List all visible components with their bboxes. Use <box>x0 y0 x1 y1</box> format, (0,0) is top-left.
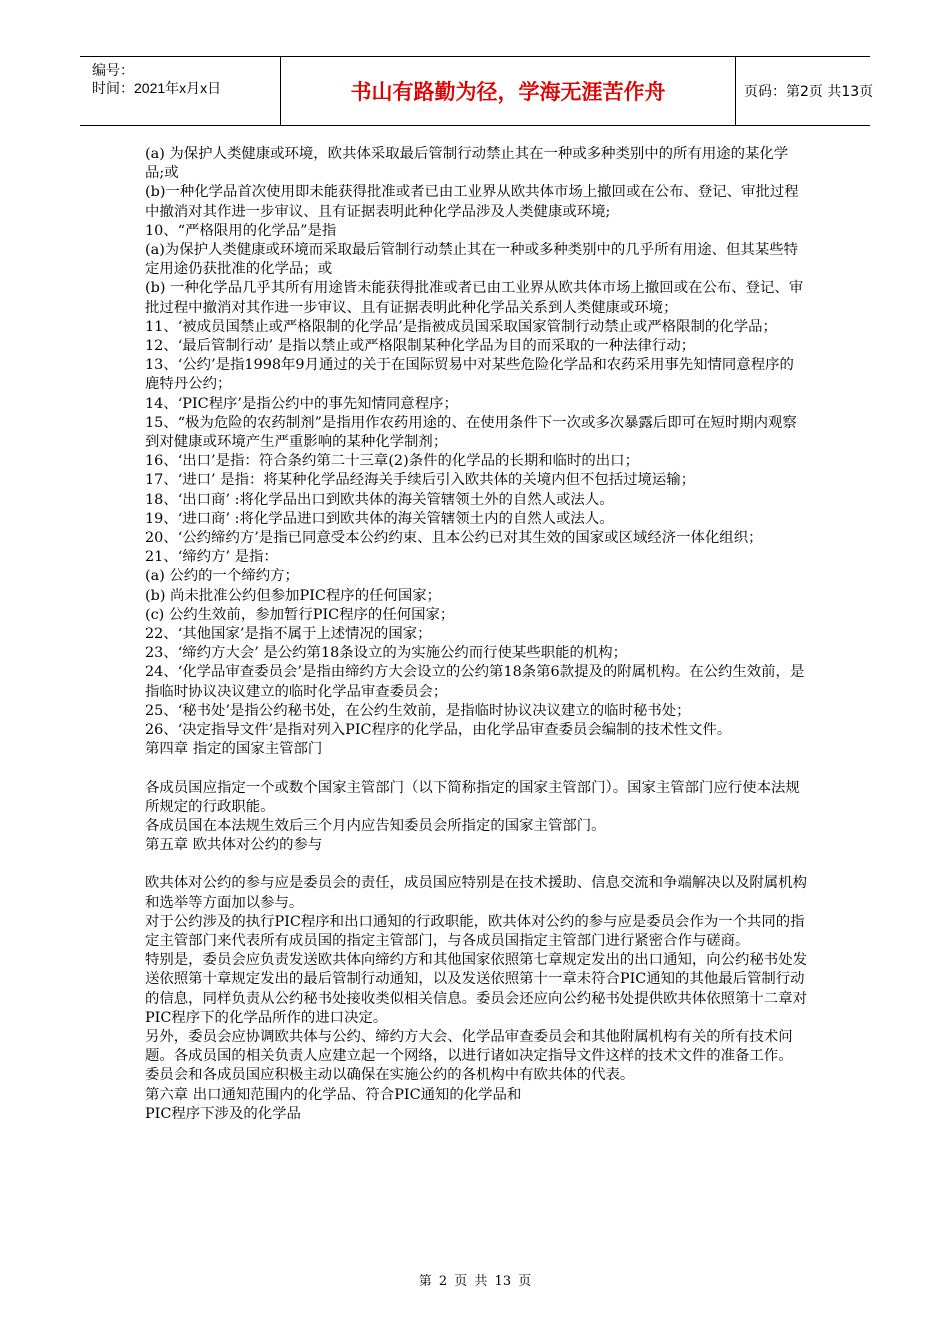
paragraph: 18、‘出口商’ :将化学品出口到欧共体的海关管辖领土外的自然人或法人。 <box>145 491 614 508</box>
paragraph: 10、“严格限用的化学品”是指 <box>145 222 337 239</box>
paragraph: 对于公约涉及的执行PIC程序和出口通知的行政职能，欧共体对公约的参与应是委员会作为一个共同的指定主管部门来代表所有成员国的指定主管部门，与各成员国指定主管部门进行紧密合作与磋商。 <box>145 913 805 949</box>
paragraph: 15、“极为危险的农药制剂”是指用作农药用途的、在使用条件下一次或多次暴露后即可在短时期内观察到对健康或环境产生严重影响的某种化学制剂； <box>145 414 797 451</box>
paragraph: 19、‘进口商’ :将化学品进口到欧共体的海关管辖领土内的自然人或法人。 <box>145 510 614 527</box>
paragraph: 12、‘最后管制行动’ 是指以禁止或严格限制某种化学品为目的而采取的一种法律行动； <box>145 338 696 355</box>
paragraph: 特别是，委员会应负责发送欧共体向缔约方和其他国家依照第七章规定发出的出口通知，向公约秘书处发送依照第十章规定发出的最后管制行动通知，以及发送依照第十一章未符合PIC通知的其他最后管制行动的信息，同样负责从公约秘书处接收类似相关信息。委员会还应向公约秘书处提供欧共体依照第十二章对PIC程序下的化学品所作的进口决定。 <box>145 952 807 1026</box>
page-header <box>80 56 874 126</box>
paragraph: (b) 尚未批准公约但参加PIC程序的任何国家； <box>145 587 442 604</box>
paragraph <box>145 855 807 874</box>
paragraph: PIC程序下涉及的化学品 <box>145 1105 301 1122</box>
paragraph: (a)为保护人类健康或环境而采取最后管制行动禁止其在一种或多种类别中的几乎所有用途、但其某些特定用途仍获批准的化学品；或 <box>145 242 798 278</box>
paragraph: 11、‘被成员国禁止或严格限制的化学品’是指被成员国采取国家管制行动禁止或严格限制的化学品； <box>145 318 777 335</box>
paragraph: (c) 公约生效前，参加暂行PIC程序的任何国家； <box>145 606 455 623</box>
paragraph: (a) 公约的一个缔约方； <box>145 568 299 585</box>
paragraph: 22、‘其他国家’是指不属于上述情况的国家； <box>145 626 432 643</box>
paragraph: 第六章 出口通知范围内的化学品、符合PIC通知的化学品和 <box>145 1086 522 1103</box>
page-footer: 第 2 页 共 13 页 <box>418 1274 532 1289</box>
paragraph: 第四章 指定的国家主管部门 <box>145 741 323 758</box>
paragraph: 23、‘缔约方大会’ 是公约第18条设立的为实施公约而行使某些职能的机构； <box>145 645 628 662</box>
paragraph: (b) 一种化学品几乎其所有用途皆未能获得批准或者已由工业界从欧共体市场上撤回或在公布、登记、审批过程中撤消对其作进一步审议、且有证据表明此种化学品关系到人类健康或环境； <box>145 280 804 316</box>
paragraph: 各成员国在本法规生效后三个月内应告知委员会所指定的国家主管部门。 <box>145 817 606 834</box>
paragraph: 各成员国应指定一个或数个国家主管部门（以下简称指定的国家主管部门）。国家主管部门应行使本法规所规定的行政职能。 <box>145 779 800 815</box>
header-left <box>80 57 280 125</box>
paragraph: 16、‘出口’是指：符合条约第二十三章(2)条件的化学品的长期和临时的出口； <box>145 453 639 470</box>
paragraph: (a) 为保护人类健康或环境，欧共体采取最后管制行动禁止其在一种或多种类别中的所有用途的某化学品;或 <box>145 146 789 182</box>
document-number-label: 编号： <box>92 62 134 78</box>
document-date: 时间：2021年x月x日 <box>92 80 222 96</box>
paragraph: 13、‘公约’是指1998年9月通过的关于在国际贸易中对某些危险化学品和农药采用事先知情同意程序的鹿特丹公约； <box>145 357 794 393</box>
paragraph: 第五章 欧共体对公约的参与 <box>145 837 323 854</box>
paragraph: 另外，委员会应协调欧共体与公约、缔约方大会、化学品审查委员会和其他附属机构有关的所有技术问题。各成员国的相关负责人应建立起一个网络，以进行诸如决定指导文件这样的技术文件的准备工作。 <box>145 1028 793 1065</box>
document-body <box>145 145 807 1124</box>
paragraph: 17、‘进口’ 是指：将某种化学品经海关手续后引入欧共体的关境内但不包括过境运输； <box>145 472 696 489</box>
paragraph: 24、‘化学品审查委员会’是指由缔约方大会设立的公约第18条第6款提及的附属机构。在公约生效前，是指临时协议决议建立的临时化学品审查委员会； <box>145 664 805 700</box>
paragraph: 14、‘PIC程序’是指公约中的事先知情同意程序； <box>145 395 458 412</box>
paragraph: 欧共体对公约的参与应是委员会的责任，成员国应特别是在技术援助、信息交流和争端解决以及附属机构和选举等方面加以参与。 <box>145 875 807 911</box>
paragraph <box>145 760 807 779</box>
paragraph: 26、‘决定指导文件’是指对列入PIC程序的化学品，由化学品审查委员会编制的技术性文件。 <box>145 722 732 739</box>
paragraph: (b)一种化学品首次使用即未能获得批准或者已由工业界从欧共体市场上撤回或在公布、登记、审批过程中撤消对其作进一步审议、且有证据表明此种化学品涉及人类健康或环境; <box>145 184 799 220</box>
paragraph: 20、‘公约缔约方’是指已同意受本公约约束、且本公约已对其生效的国家或区域经济一体化组织； <box>145 530 763 547</box>
paragraph: 21、‘缔约方’ 是指： <box>145 549 278 566</box>
header-motto: 书山有路勤为径，学海无涯苦作舟 <box>280 57 736 125</box>
paragraph: 委员会和各成员国应积极主动以确保在实施公约的各机构中有欧共体的代表。 <box>145 1067 635 1084</box>
header-page-info: 页码：第2页 共13页 <box>744 84 874 100</box>
paragraph: 25、‘秘书处’是指公约秘书处，在公约生效前，是指临时协议决议建立的临时秘书处； <box>145 702 691 719</box>
